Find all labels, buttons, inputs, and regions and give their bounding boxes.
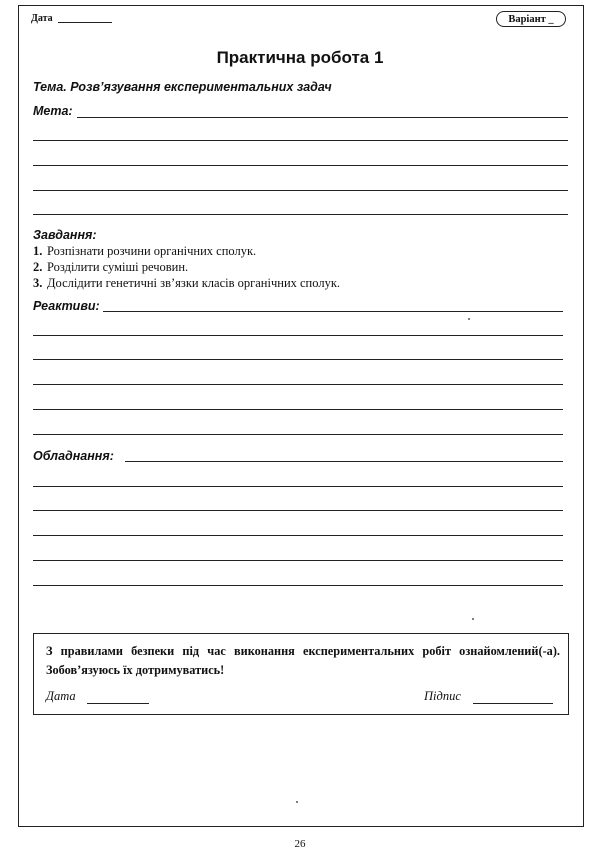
goal-label: Мета: (33, 104, 73, 118)
date-label: Дата (31, 13, 53, 24)
signature-line[interactable] (473, 703, 553, 704)
task-item (33, 260, 188, 275)
reagents-line[interactable] (33, 434, 563, 435)
variant-badge: Варіант _ (496, 11, 566, 27)
reagents-line[interactable] (33, 409, 563, 410)
scan-speck (468, 318, 470, 320)
reagents-line[interactable] (33, 384, 563, 385)
equipment-line[interactable] (33, 535, 563, 536)
date-blank-line[interactable] (58, 22, 112, 23)
equipment-label: Обладнання: (33, 449, 114, 463)
reagents-line[interactable] (33, 359, 563, 360)
signature-label: Підпис (424, 689, 461, 703)
equipment-line[interactable] (125, 461, 563, 462)
topic-heading: Тема. Розв’язування експериментальних задач (33, 80, 332, 94)
tasks-label: Завдання: (33, 228, 97, 242)
safety-statement: З правилами безпеки під час виконання експериментальних робіт ознайомлений(-а). Зобов’язуюсь їх дотримуватись! (46, 644, 560, 677)
task-text: Розпізнати розчини органічних сполук. (47, 244, 257, 258)
task-number: 1. (33, 244, 43, 258)
scan-speck (296, 801, 298, 803)
reagents-line[interactable] (33, 335, 563, 336)
reagents-line[interactable] (103, 311, 563, 312)
task-number: 3. (33, 276, 43, 290)
task-number: 2. (33, 260, 43, 274)
goal-line[interactable] (77, 117, 568, 118)
goal-line[interactable] (33, 140, 568, 141)
scan-speck (472, 618, 474, 620)
safety-date-line[interactable] (87, 703, 149, 704)
reagents-label: Реактиви: (33, 299, 100, 313)
task-text: Дослідити генетичні зв’язки класів органічних сполук. (47, 276, 341, 290)
goal-line[interactable] (33, 214, 568, 215)
page-number: 26 (294, 838, 306, 850)
task-text: Розділити суміші речовин. (47, 260, 189, 274)
page-title: Практична робота 1 (216, 48, 384, 67)
equipment-line[interactable] (33, 486, 563, 487)
equipment-line[interactable] (33, 585, 563, 586)
goal-line[interactable] (33, 165, 568, 166)
equipment-line[interactable] (33, 510, 563, 511)
task-item (33, 276, 340, 291)
safety-date-label: Дата (46, 689, 76, 703)
task-item (33, 244, 256, 259)
goal-line[interactable] (33, 190, 568, 191)
equipment-line[interactable] (33, 560, 563, 561)
